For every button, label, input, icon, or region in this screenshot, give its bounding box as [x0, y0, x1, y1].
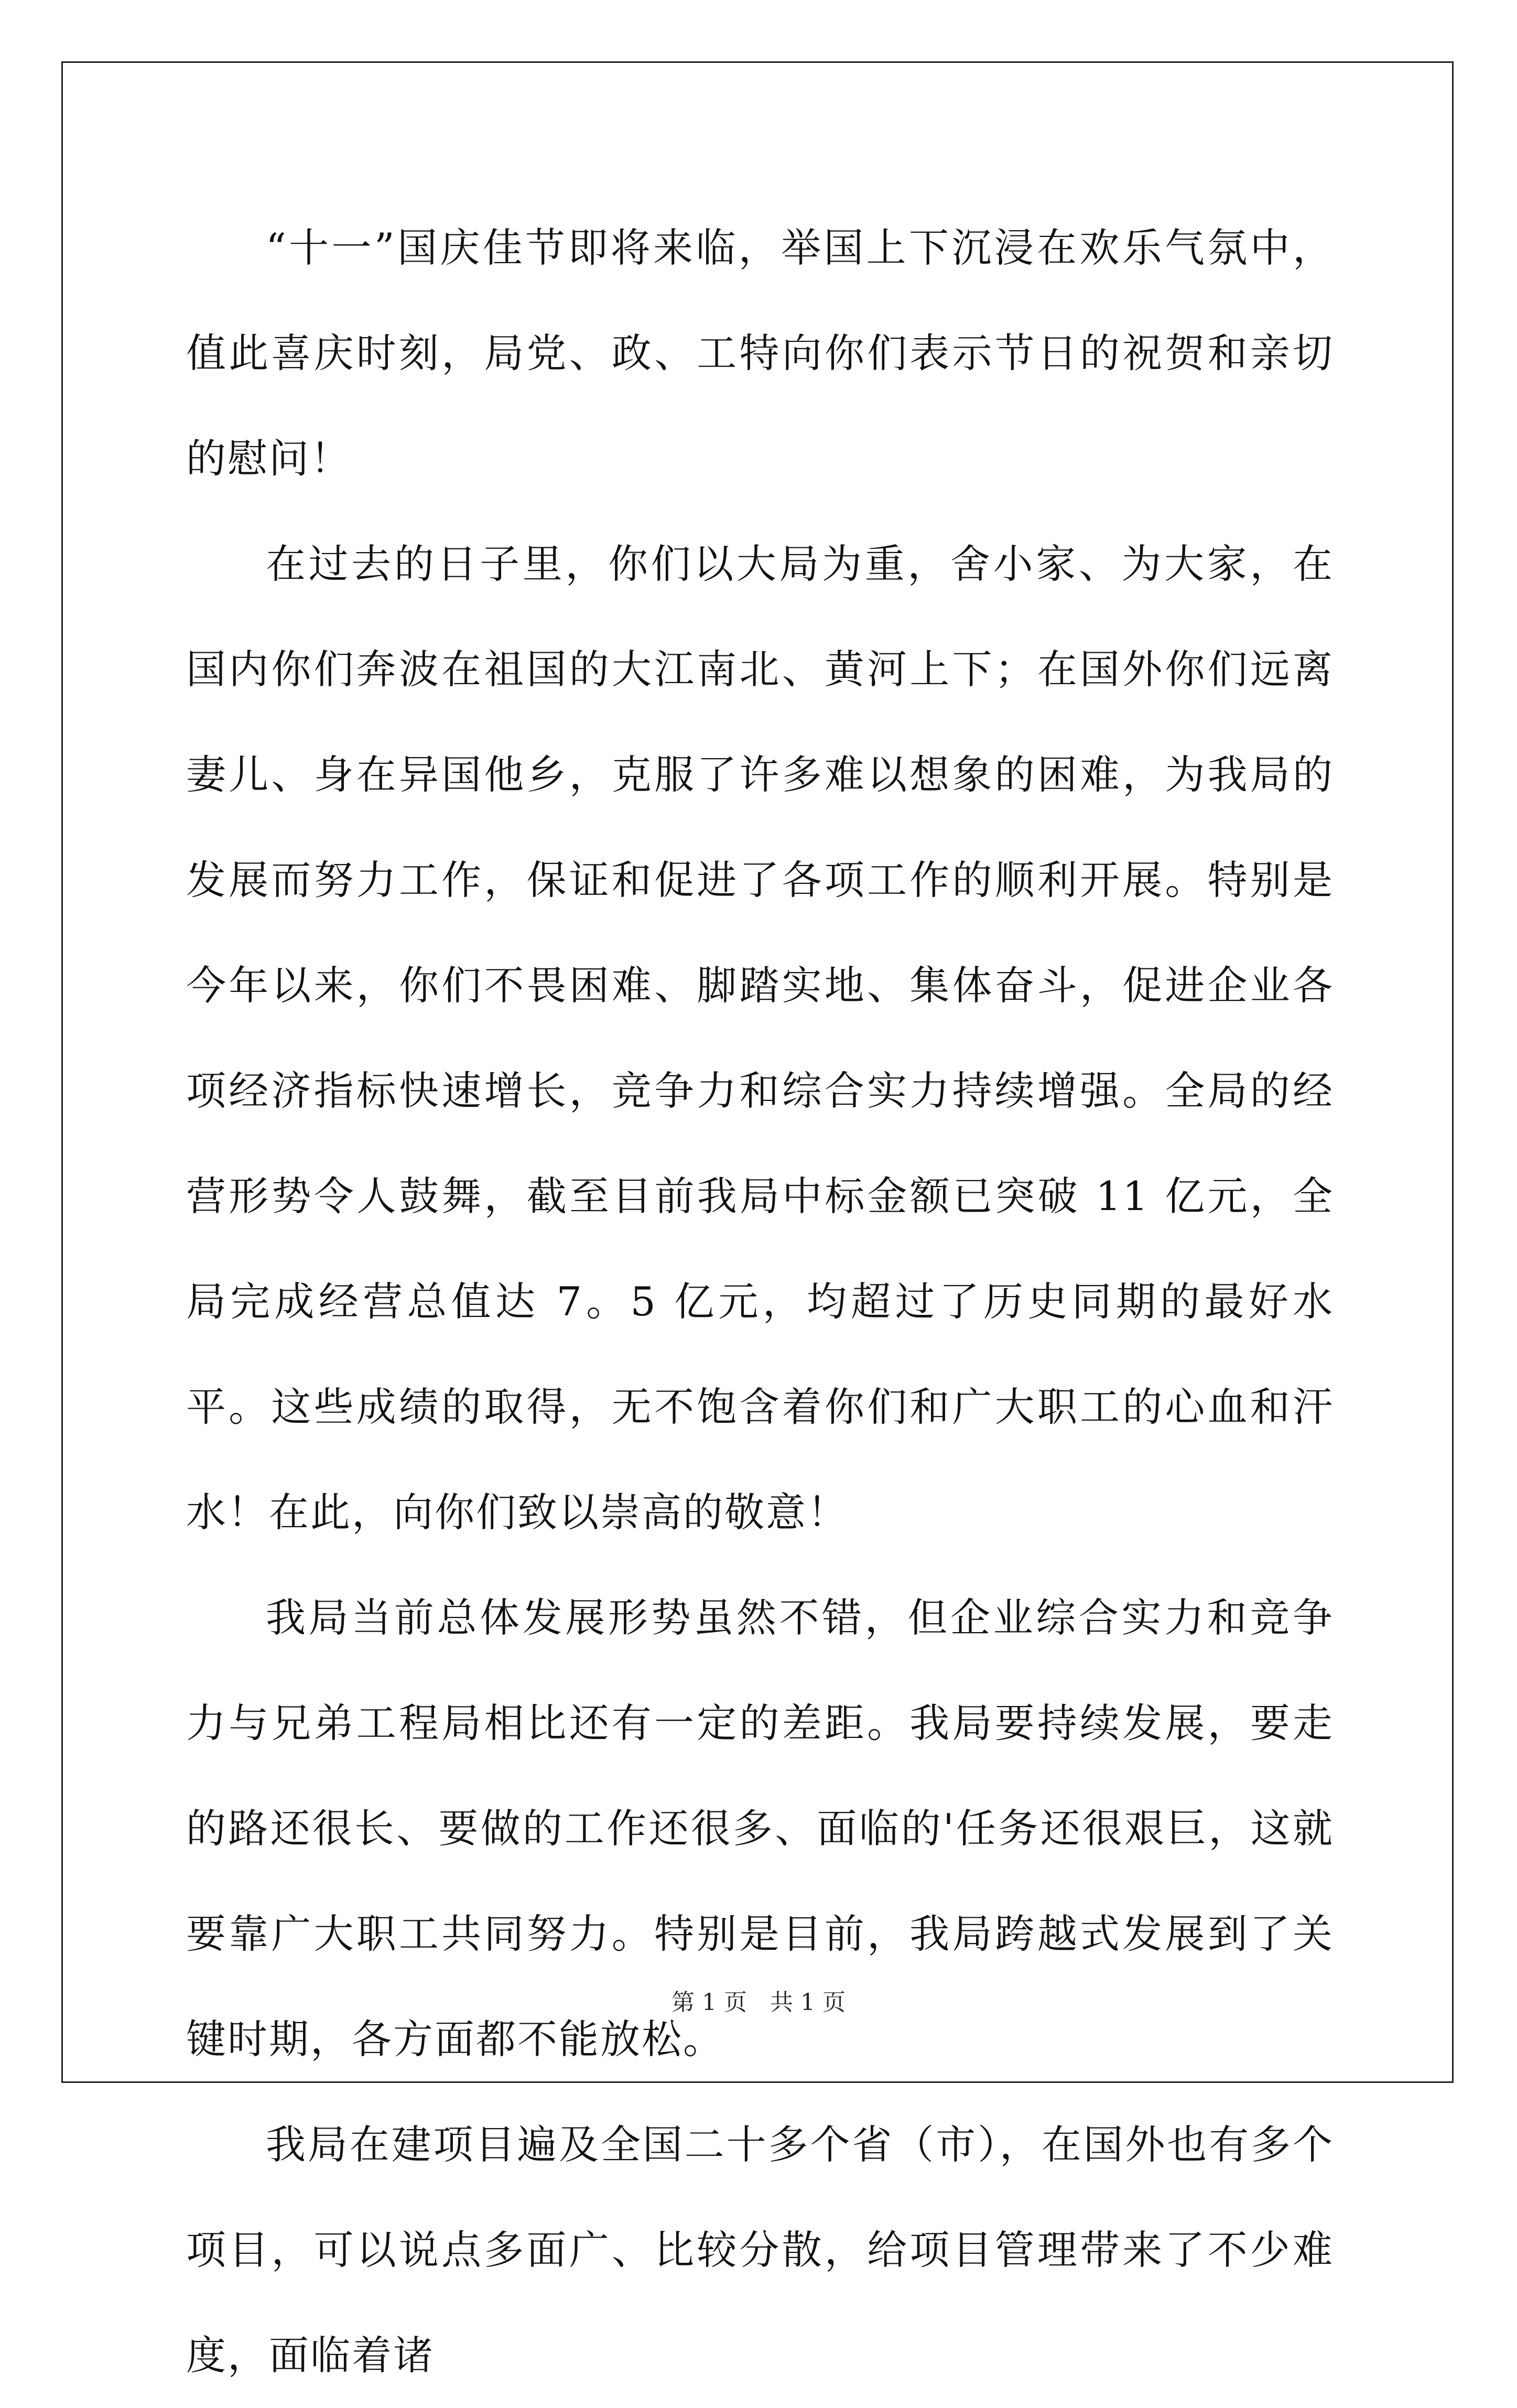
- paragraph-3: 我局当前总体发展形势虽然不错，但企业综合实力和竞争力与兄弟工程局相比还有一定的差距。我局要持续发展，要走的路还很长、要做的工作还很多、面临的'任务还很艰巨，这就要靠广大职工共同努力。特别是目前，我局跨越式发展到了关键时期，各方面都不能放松。: [186, 1594, 1334, 2063]
- document-body: [186, 195, 1334, 2408]
- paragraph-4: 我局在建项目遍及全国二十多个省（市），在国外也有多个项目，可以说点多面广、比较分散，给项目管理带来了不少难度，面临着诸: [186, 2121, 1334, 2379]
- page-footer: [0, 1987, 1517, 2018]
- paragraph-2: 在过去的日子里，你们以大局为重，舍小家、为大家，在国内你们奔波在祖国的大江南北、黄河上下；在国外你们远离妻儿、身在异国他乡，克服了许多难以想象的困难，为我局的发展而努力工作，保证和促进了各项工作的顺利开展。特别是今年以来，你们不畏困难、脚踏实地、集体奋斗，促进企业各项经济指标快速增长，竞争力和综合实力持续增强。全局的经营形势令人鼓舞，截至目前我局中标金额已突破 11 亿元，全局完成经营总值达 7。5 亿元，均超过了历史同期的最好水平。这些成绩的取得，无不饱含着你们和广大职工的心血和汗水！在此，向你们致以崇高的敬意！: [186, 541, 1334, 1536]
- paragraph-1: “十一”国庆佳节即将来临，举国上下沉浸在欢乐气氛中，值此喜庆时刻，局党、政、工特向你们表示节日的祝贺和亲切的慰问！: [186, 224, 1334, 482]
- page-total: 共 1 页: [770, 1989, 846, 2016]
- page-number: 第 1 页: [671, 1989, 747, 2016]
